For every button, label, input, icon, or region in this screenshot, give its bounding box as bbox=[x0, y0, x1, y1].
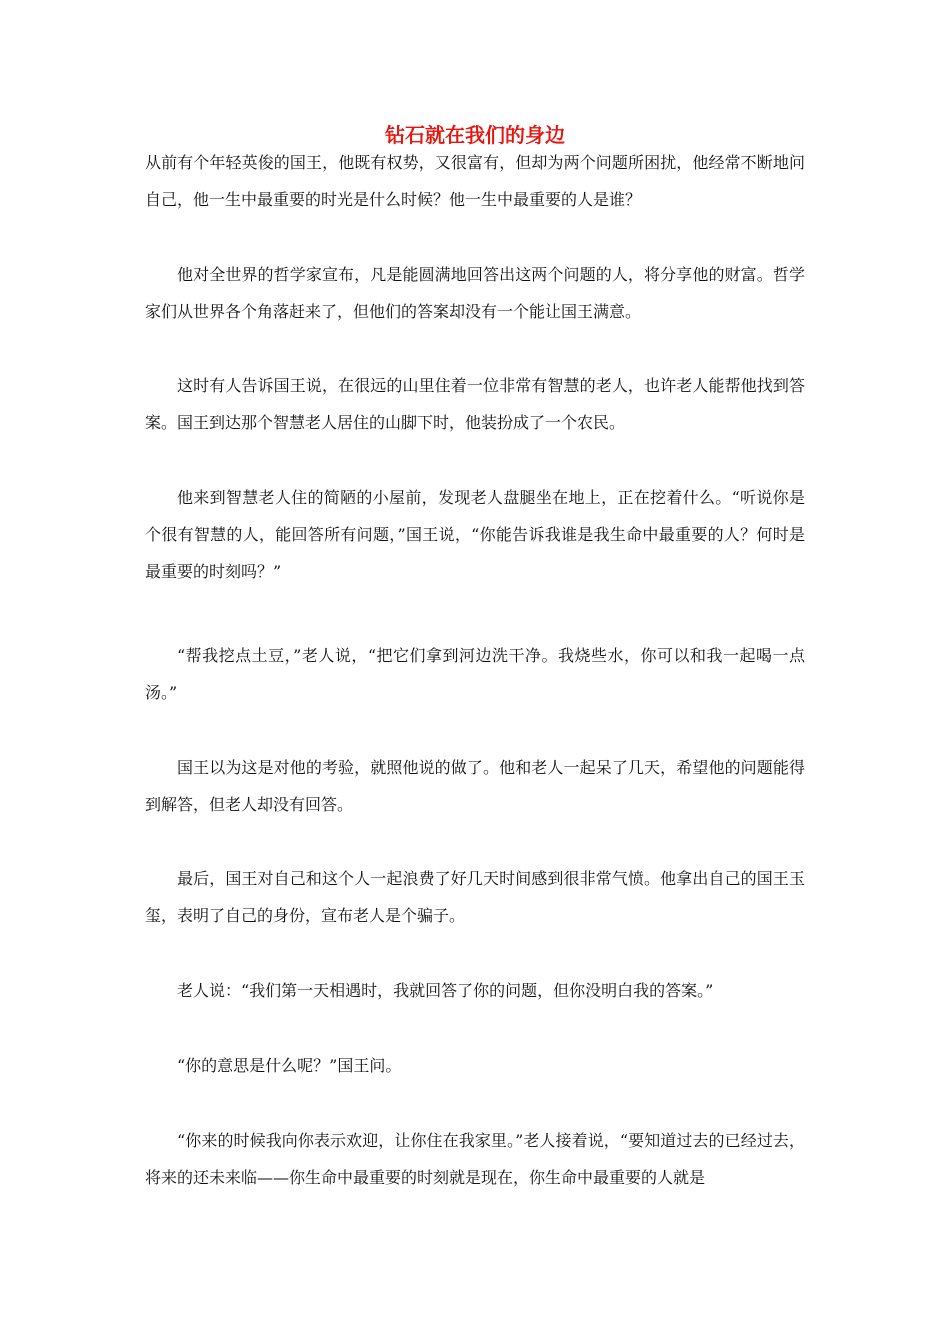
paragraph: “帮我挖点土豆，”老人说，“把它们拿到河边洗干净。我烧些水，你可以和我一起喝一点汤。” bbox=[145, 646, 805, 702]
paragraph: “你来的时候我向你表示欢迎，让你住在我家里。”老人接着说，“要知道过去的已经过去，将来的还未来临——你生命中最重要的时刻就是现在，你生命中最重要的人就是 bbox=[145, 1131, 805, 1187]
paragraph: 他对全世界的哲学家宣布，凡是能圆满地回答出这两个问题的人，将分享他的财富。哲学家们从世界各个角落赶来了，但他们的答案却没有一个能让国王满意。 bbox=[145, 265, 805, 321]
paragraph: 国王以为这是对他的考验，就照他说的做了。他和老人一起呆了几天，希望他的问题能得到解答，但老人却没有回答。 bbox=[145, 758, 805, 814]
document-title: 钻石就在我们的身边 bbox=[385, 123, 565, 147]
paragraph: 老人说：“我们第一天相遇时，我就回答了你的问题，但你没明白我的答案。” bbox=[177, 981, 714, 1000]
paragraph: 最后，国王对自己和这个人一起浪费了好几天时间感到很非常气愤。他拿出自己的国王玉玺，表明了自己的身份，宣布老人是个骗子。 bbox=[145, 869, 805, 925]
paragraph: “你的意思是什么呢？”国王问。 bbox=[177, 1056, 402, 1075]
paragraph: 从前有个年轻英俊的国王，他既有权势，又很富有，但却为两个问题所困扰，他经常不断地问自己，他一生中最重要的时光是什么时候？他一生中最重要的人是谁？ bbox=[145, 153, 805, 209]
paragraph: 这时有人告诉国王说，在很远的山里住着一位非常有智慧的老人，也许老人能帮他找到答案。国王到达那个智慧老人居住的山脚下时，他装扮成了一个农民。 bbox=[145, 376, 805, 432]
paragraph: 他来到智慧老人住的简陋的小屋前，发现老人盘腿坐在地上，正在挖着什么。“听说你是个很有智慧的人，能回答所有问题，”国王说，“你能告诉我谁是我生命中最重要的人？何时是最重要的时刻吗？” bbox=[145, 488, 805, 581]
